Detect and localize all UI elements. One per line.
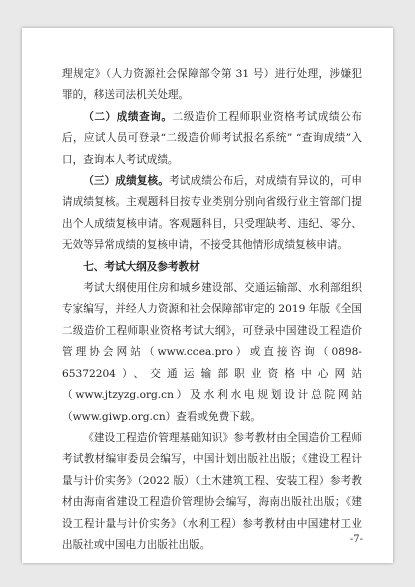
score-review-heading: （三）成绩复核。 bbox=[83, 175, 170, 188]
section-7-heading: 七、考试大纲及参考教材 bbox=[83, 260, 200, 273]
score-query-body: 二级造价工程师职业资格考试成绩公布后，应试人员可登录“二级造价师考试报名系统” “查询成绩”入口，查询本人考试成绩。 bbox=[62, 110, 362, 166]
paragraph-score-review bbox=[62, 171, 362, 257]
score-query-heading: （二）成绩查询。 bbox=[83, 110, 173, 123]
page-number: -7- bbox=[349, 534, 363, 545]
score-review-body: 考试成绩公布后，对成绩有异议的，可申请成绩复核。主观题科目按专业类别分别向省级行业主管部门提出个人成绩复核申请。客观题科目，只受理缺考、违纪、零分、无效等异常成绩的复核申请，不接受其他情形成绩复核申请。 bbox=[62, 175, 363, 252]
document-body bbox=[62, 64, 362, 556]
paragraph-score-query bbox=[62, 107, 362, 171]
paragraph-penalty: 理规定》（人力资源社会保障部令第 31 号）进行处理，涉嫌犯罪的，移送司法机关处理。 bbox=[62, 68, 362, 102]
paragraph-syllabus: 考试大纲使用住房和城乡建设部、交通运输部、水利部组织专家编写，并经人力资源和社会保障部审定的 2019 年版《全国二级造价工程师职业资格考试大纲》，可登录中国建设工程造价管理协会网站（www.ccea.pro）或直接咨询（0898-65372204）、交通运输部职业资格中心网站（www.jtzyzg.org.cn）及水利水电规划设计总院网站（www.giwp.org.cn）查看或免费下载。 bbox=[62, 282, 362, 423]
document-page bbox=[22, 28, 393, 563]
paragraph-textbooks: 《建设工程造价管理基础知识》参考教材由全国造价工程师考试教材编审委员会编写，中国计划出版社出版；《建设工程计量与计价实务》（2022 版）（土木建筑工程、安装工程）参考教材由海南省建设工程造价管理协会编写，海南出版社出版；《建设工程计量与计价实务》（水利工程）参考教材由中国建材工业出版社或中国电力出版社出版。 bbox=[62, 431, 362, 551]
